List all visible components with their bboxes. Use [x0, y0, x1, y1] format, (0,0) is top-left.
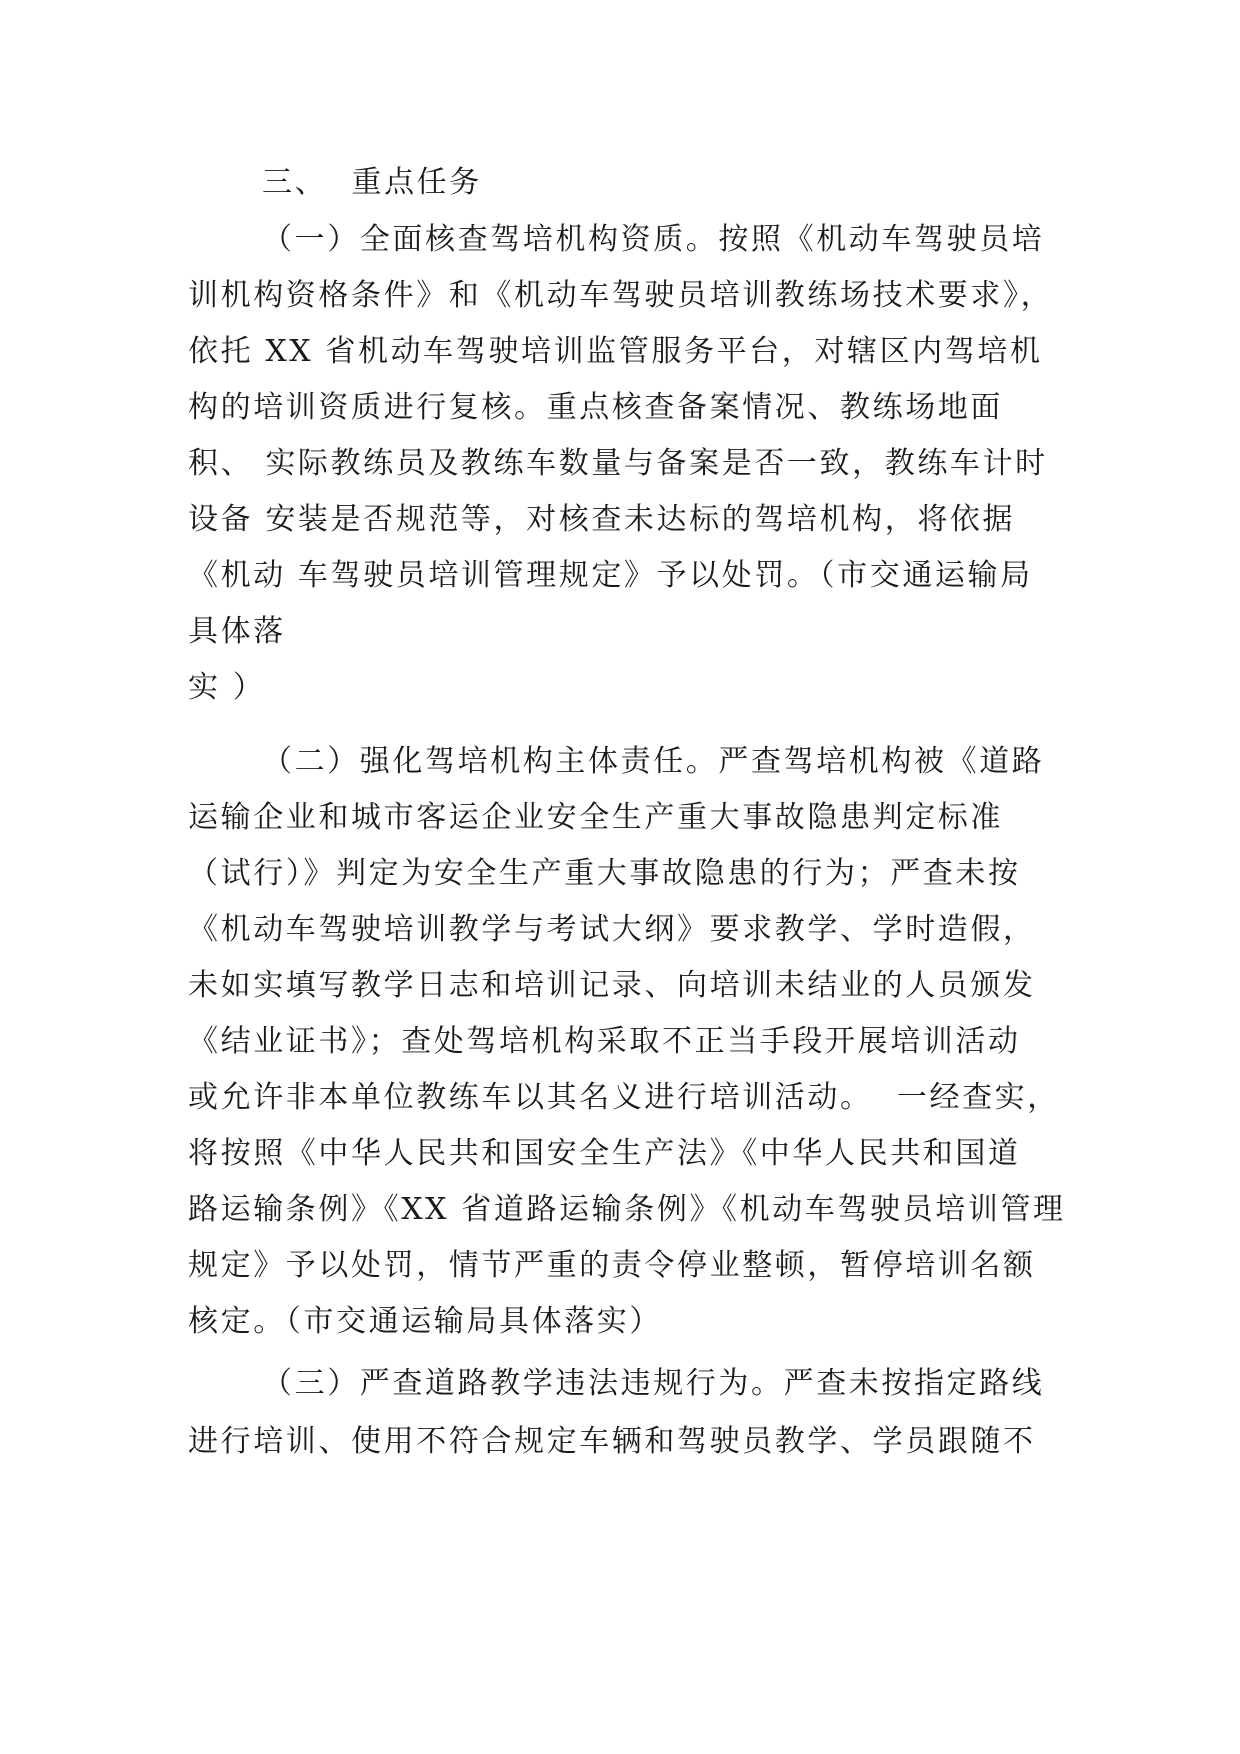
paragraph-2-line-7: 或允许非本单位教练车以其名义进行培训活动。 一经查实， [188, 1080, 1060, 1115]
paragraph-2-line-1: （二）强化驾培机构主体责任。严查驾培机构被《道路 [262, 744, 1045, 779]
paragraph-2-line-10: 规定》予以处罚，情节严重的责令停业整顿，暂停培训名额 [188, 1248, 1036, 1283]
paragraph-3-line-2: 进行培训、使用不符合规定车辆和驾驶员教学、学员跟随不 [188, 1424, 1036, 1459]
paragraph-2-line-2: 运输企业和城市客运企业安全生产重大事故隐患判定标准 [188, 800, 1003, 835]
paragraph-1-line-8: 具体落 [188, 614, 286, 649]
paragraph-2-line-5: 未如实填写教学日志和培训记录、向培训未结业的人员颁发 [188, 968, 1036, 1003]
paragraph-2-line-9: 路运输条例》《XX 省道路运输条例》《机动车驾驶员培训管理 [188, 1192, 1066, 1227]
paragraph-2-line-11: 核定。（市交通运输局具体落实） [188, 1304, 662, 1339]
paragraph-1-line-6: 设备 安装是否规范等，对核查未达标的驾培机构，将依据 [188, 502, 1016, 537]
paragraph-1-line-3: 依托 XX 省机动车驾驶培训监管服务平台，对辖区内驾培机 [188, 334, 1043, 369]
paragraph-1-line-1: （一）全面核查驾培机构资质。按照《机动车驾驶员培 [262, 222, 1045, 257]
paragraph-1-line-2: 训机构资格条件》和《机动车驾驶员培训教练场技术要求》， [188, 278, 1054, 313]
section-heading: 三、 重点任务 [262, 165, 482, 200]
paragraph-3-line-1: （三）严查道路教学违法违规行为。严查未按指定路线 [262, 1366, 1045, 1401]
paragraph-2-line-4: 《机动车驾驶培训教学与考试大纲》要求教学、学时造假， [188, 912, 1036, 947]
paragraph-1-line-5: 积、 实际教练员及教练车数量与备案是否一致，教练车计时 [188, 446, 1048, 481]
paragraph-2-line-6: 《结业证书》；查处驾培机构采取不正当手段开展培训活动 [188, 1024, 1021, 1059]
paragraph-1-line-9: 实 ） [188, 670, 266, 705]
paragraph-1-line-4: 构的培训资质进行复核。重点核查备案情况、教练场地面 [188, 390, 1003, 425]
paragraph-1-line-7: 《机动 车驾驶员培训管理规定》予以处罚。（市交通运输局 [188, 558, 1033, 593]
paragraph-2-line-3: （试行）》判定为安全生产重大事故隐患的行为；严查未按 [188, 856, 1021, 891]
paragraph-2-line-8: 将按照《中华人民共和国安全生产法》《中华人民共和国道 [188, 1136, 1021, 1171]
